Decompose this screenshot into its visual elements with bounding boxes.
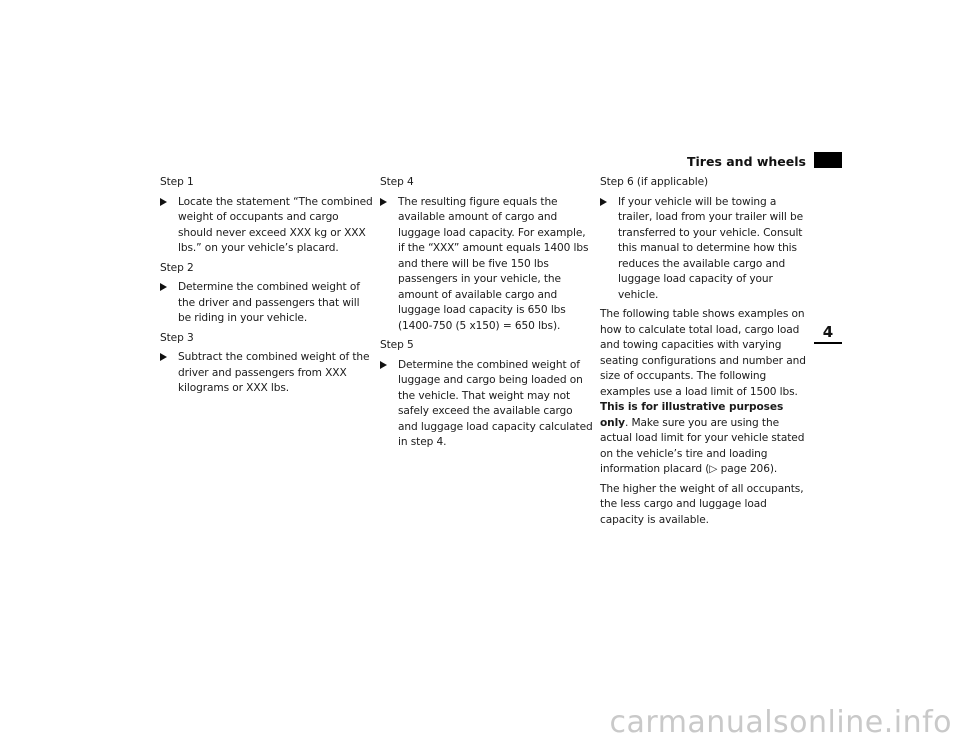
column-middle bbox=[380, 175, 595, 455]
step-6-label: Step 6 (if applicable) bbox=[600, 176, 709, 188]
chapter-number: 4 bbox=[822, 323, 834, 341]
chapter-tab bbox=[814, 322, 842, 344]
step-4-label: Step 4 bbox=[380, 176, 414, 188]
chapter-tab-underline bbox=[814, 342, 842, 344]
step-5-text: Determine the combined weight of luggage and cargo being loaded on the vehicle. That weight may not safely exceed the available cargo and luggage load capacity calculated in step 4. bbox=[398, 358, 593, 448]
bullet-arrow-icon bbox=[160, 198, 167, 206]
bullet-arrow-icon bbox=[600, 198, 607, 206]
step-1-text: Locate the statement “The combined weight of occupants and cargo should never exceed XXX kg or XXX lbs.” on your vehicle’s placard. bbox=[178, 195, 373, 254]
step-3-text: Subtract the combined weight of the driver and passengers from XXX kilograms or XXX lbs. bbox=[178, 351, 370, 394]
bullet-arrow-icon bbox=[380, 361, 387, 369]
step-1-label: Step 1 bbox=[160, 176, 194, 188]
step-3-instruction bbox=[160, 350, 375, 397]
step-6-instruction bbox=[600, 195, 810, 304]
section-marker-block bbox=[814, 152, 842, 168]
column-left bbox=[160, 175, 375, 401]
watermark: carmanualsonline.info bbox=[609, 705, 952, 740]
step-2-text: Determine the combined weight of the driver and passengers that will be riding in your vehicle. bbox=[178, 281, 360, 324]
occupant-weight-note: The higher the weight of all occupants, the less cargo and luggage load capacity is available. bbox=[600, 482, 804, 526]
bullet-arrow-icon bbox=[160, 353, 167, 361]
load-examples-text-a: The following table shows examples on how to calculate total load, cargo load and towing capacities with varying seating configurations and number and size of occupants. The following examples use a load limit of 1500 lbs. bbox=[600, 308, 806, 398]
step-4-text: The resulting figure equals the available amount of cargo and luggage load capacity. For example, if the “XXX” amount equals 1400 lbs and there will be five 150 lbs passengers in your vehicle, the amount of available cargo and luggage load capacity is 650 lbs (1400-750 (5 x150) = 650 lbs). bbox=[398, 195, 589, 332]
step-4-instruction bbox=[380, 195, 595, 335]
step-5-label: Step 5 bbox=[380, 339, 414, 351]
page-reference-link[interactable]: ▷ page 206). bbox=[709, 463, 778, 475]
illustrative-purposes-emphasis: This is for illustrative purposes only bbox=[600, 401, 784, 429]
step-2-instruction bbox=[160, 280, 375, 327]
step-2-label: Step 2 bbox=[160, 261, 194, 274]
step-1-instruction bbox=[160, 195, 375, 257]
bullet-arrow-icon bbox=[380, 198, 387, 206]
load-examples-text-b: . Make sure you are using the actual load limit for your vehicle stated on the vehicle’s tire and loading information placard ( bbox=[600, 416, 805, 475]
column-right bbox=[600, 175, 810, 532]
step-6-text: If your vehicle will be towing a trailer, load from your trailer will be transferred to your vehicle. Consult this manual to determine how this reduces the available cargo and luggage load capacity of your vehicle. bbox=[618, 195, 804, 301]
step-3-label: Step 3 bbox=[160, 331, 194, 344]
bullet-arrow-icon bbox=[160, 283, 167, 291]
section-title: Tires and wheels bbox=[686, 154, 806, 169]
step-5-instruction bbox=[380, 358, 595, 451]
load-examples-paragraph bbox=[600, 307, 810, 478]
